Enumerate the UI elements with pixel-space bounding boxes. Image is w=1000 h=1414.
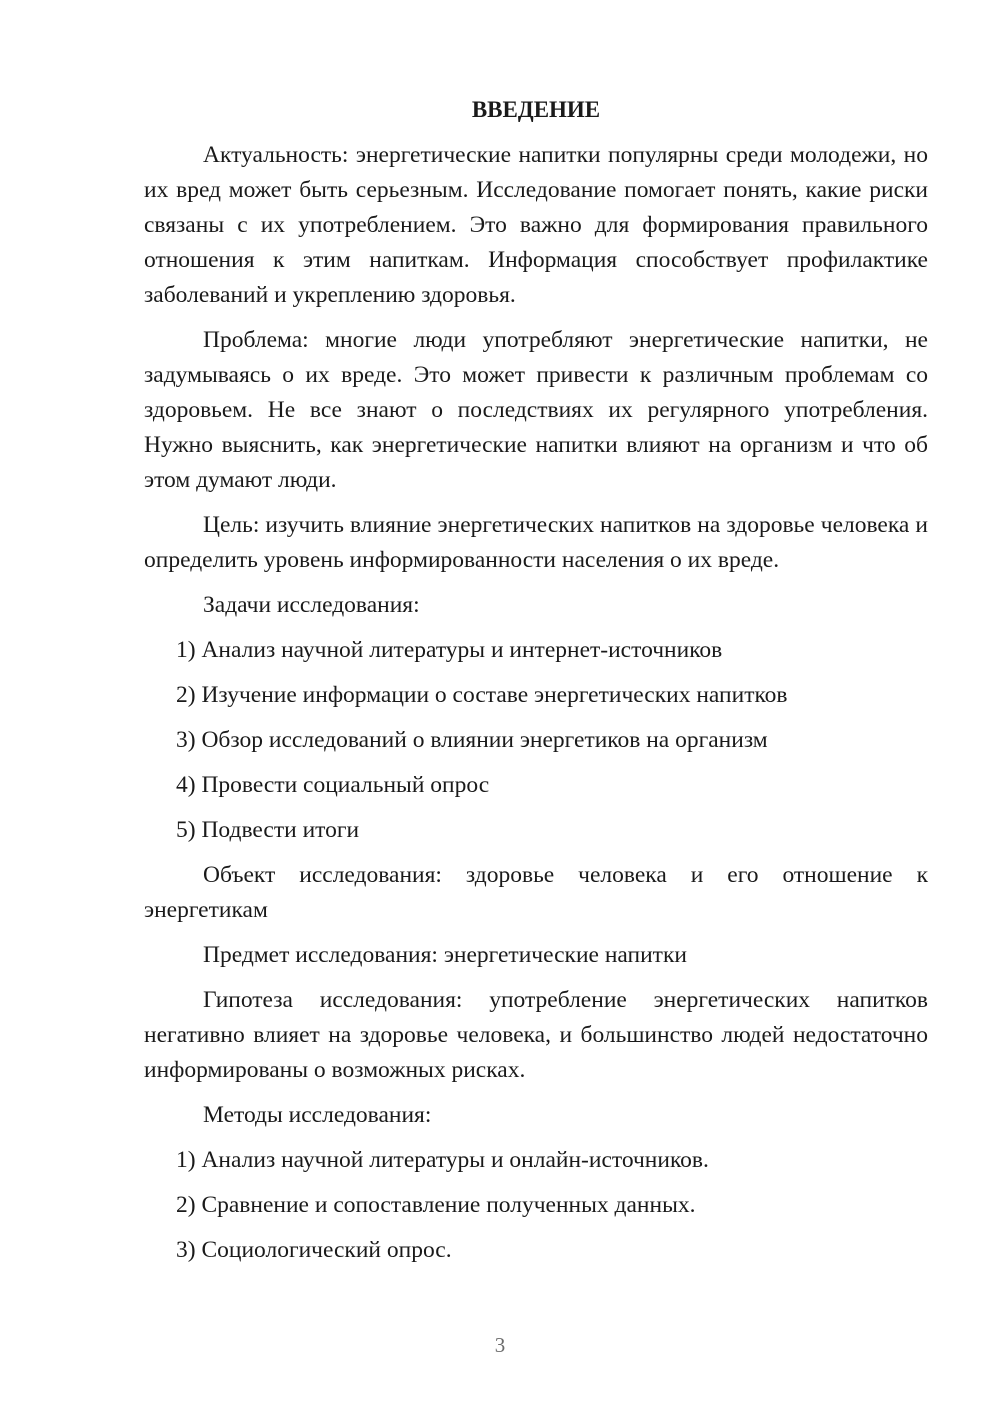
- task-item-2: 2) Изучение информации о составе энергетических напитков: [176, 682, 788, 708]
- method-item-2: 2) Сравнение и сопоставление полученных данных.: [176, 1192, 696, 1218]
- page-number: 3: [494, 1333, 506, 1357]
- task-item-5: 5) Подвести итоги: [176, 817, 360, 843]
- methods-heading: Методы исследования:: [203, 1102, 432, 1128]
- task-item-3: 3) Обзор исследований о влиянии энергетиков на организм: [176, 727, 768, 753]
- goal-paragraph: Цель: изучить влияние энергетических напитков на здоровье человека и определить уровень информированности населения о их вреде.: [144, 512, 928, 573]
- task-item-1: 1) Анализ научной литературы и интернет-источников: [176, 637, 723, 663]
- page-title: ВВЕДЕНИЕ: [471, 97, 601, 122]
- tasks-heading: Задачи исследования:: [203, 592, 420, 618]
- document-body: [144, 94, 928, 1278]
- relevance-paragraph: Актуальность: энергетические напитки популярны среди молодежи, но их вред может быть серьезным. Исследование помогает понять, какие риски связаны с их употреблением. Это важно для формирования правильного отношения к этим напиткам. Информация способствует профилактике заболеваний и укреплению здоровья.: [144, 142, 928, 308]
- task-item-4: 4) Провести социальный опрос: [176, 772, 490, 798]
- subject-paragraph: Предмет исследования: энергетические напитки: [203, 942, 687, 968]
- method-item-1: 1) Анализ научной литературы и онлайн-источников.: [176, 1147, 709, 1173]
- hypothesis-paragraph: Гипотеза исследования: употребление энергетических напитков негативно влияет на здоровье человека, и большинство людей недостаточно информированы о возможных рисках.: [144, 987, 928, 1083]
- object-paragraph: Объект исследования: здоровье человека и его отношение к энергетикам: [144, 862, 928, 923]
- problem-paragraph: Проблема: многие люди употребляют энергетические напитки, не задумываясь о их вреде. Это может привести к различным проблемам со здоровьем. Не все знают о последствиях их регулярного употребления. Нужно выяснить, как энергетические напитки влияют на организм и что об этом думают люди.: [144, 327, 928, 493]
- method-item-3: 3) Социологический опрос.: [176, 1237, 452, 1263]
